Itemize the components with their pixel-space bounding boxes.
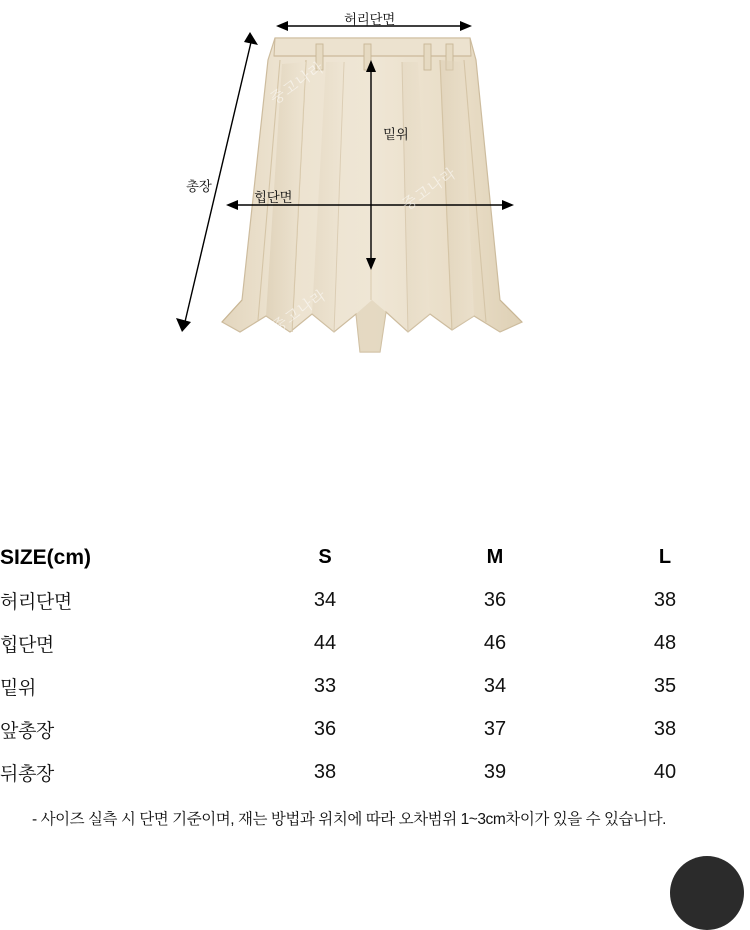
cell-m: 37: [483, 718, 507, 740]
cell-l: 48: [653, 632, 677, 654]
table-header-row: [0, 536, 750, 579]
row-label: 앞총장: [0, 721, 54, 742]
cell-s: 44: [313, 632, 337, 654]
table-row: [0, 751, 750, 794]
column-header-l: L: [658, 546, 672, 568]
row-label: 허리단면: [0, 592, 72, 613]
cell-m: 34: [483, 675, 507, 697]
column-header-measure: SIZE(cm): [0, 545, 92, 569]
cell-m: 46: [483, 632, 507, 654]
cell-s: 38: [313, 761, 337, 783]
table-row: [0, 622, 750, 665]
cell-l: 38: [653, 718, 677, 740]
corner-badge: [670, 856, 744, 930]
cell-l: 35: [653, 675, 677, 697]
cell-s: 34: [313, 589, 337, 611]
table-row: [0, 665, 750, 708]
label-rise: 밑위: [383, 127, 409, 142]
cell-s: 36: [313, 718, 337, 740]
column-header-m: M: [486, 546, 504, 568]
row-label: 뒤총장: [0, 764, 54, 785]
table-row: [0, 579, 750, 622]
label-hip-width: 힙단면: [254, 190, 293, 205]
watermark: 중고나라: [267, 58, 328, 109]
watermark: 중고나라: [269, 286, 330, 337]
measurement-note: - 사이즈 실측 시 단면 기준이며, 재는 방법과 위치에 따라 오차범위 1~3cm차이가 있을 수 있습니다.: [32, 811, 666, 828]
cell-l: 40: [653, 761, 677, 783]
row-label: 밑위: [0, 678, 36, 699]
cell-m: 39: [483, 761, 507, 783]
cell-s: 33: [313, 675, 337, 697]
label-total-length: 총장: [186, 179, 212, 194]
label-waist-width: 허리단면: [344, 12, 395, 27]
table-row: [0, 708, 750, 751]
cell-l: 38: [653, 589, 677, 611]
size-table: [0, 536, 750, 794]
row-label: 힙단면: [0, 635, 54, 656]
column-header-s: S: [318, 546, 332, 568]
watermark: 중고나라: [399, 164, 460, 215]
cell-m: 36: [483, 589, 507, 611]
